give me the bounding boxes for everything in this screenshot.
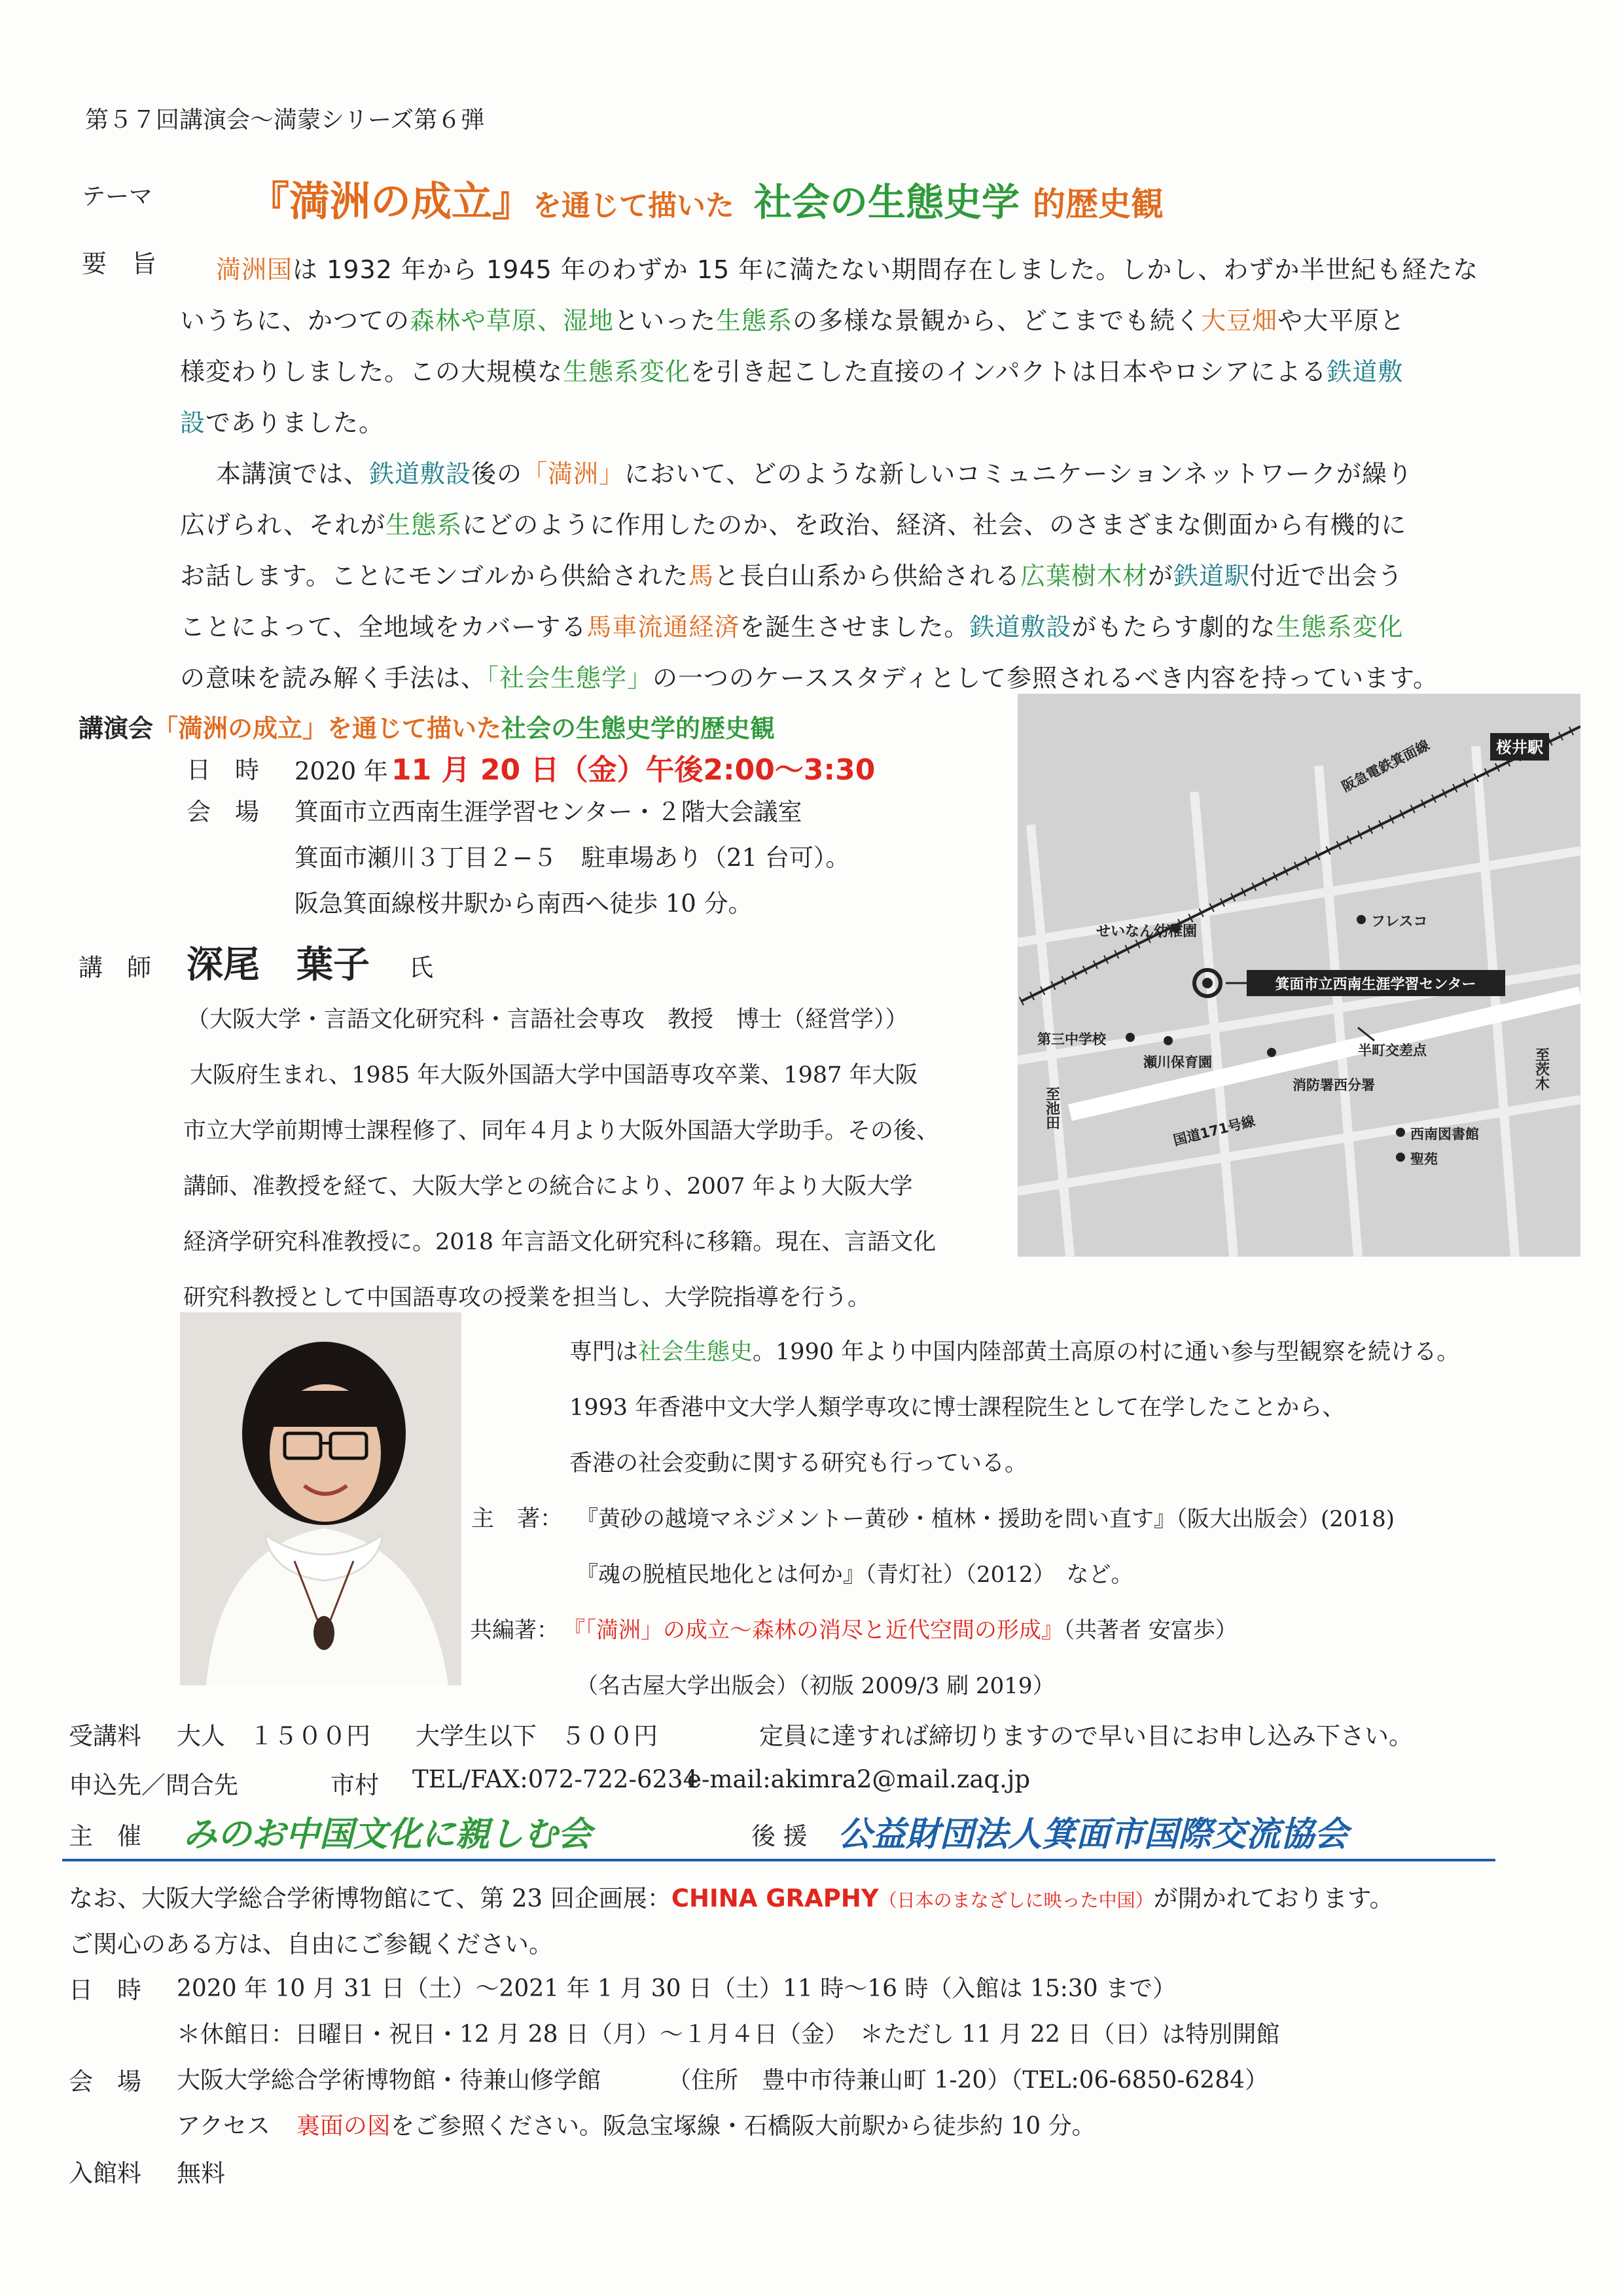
exhibit-closed: ＊休館日：日曜日・祝日・12 月 28 日（月）〜１月４日（金） ＊ただし 11 月 22 日（日）は特別開館 [177,2021,1280,2048]
exhibit-access-post: をご参照ください。阪急宝塚線・石橋阪大前駅から徒歩約 10 分。 [390,2113,1096,2140]
summary-p2-line2 [180,499,1406,550]
lecture-title-b: 社会の生態史学的歴史観 [501,714,776,743]
summary-text-segment: でありました。 [205,408,385,437]
summary-p1-line2 [180,295,1405,346]
summary-text-segment: 広葉樹木材 [1020,562,1149,590]
exhibit-venue-label: 会 場 [69,2068,141,2096]
lecture-date [294,746,875,788]
summary-text-segment: 後の [471,459,523,488]
summary-text-segment: の意味を読み解く手法は、 [180,664,487,692]
summary-text-segment: を引き起こした直接のインパクトは日本やロシアによる [690,357,1327,386]
exhibit-title: CHINA GRAPHY [671,1884,879,1912]
map-railway-label: 阪急電鉄箕面線 [1339,737,1433,795]
summary-text-segment: 鉄道敷 [1327,357,1404,386]
exhibit-access-link[interactable]: 裏面の図 [296,2113,391,2140]
lecture-heading [79,708,775,744]
map-intersection-label: 半町交差点 [1358,1043,1427,1058]
coed-label: 共編著： [470,1617,559,1643]
support-label: 後 援 [751,1822,808,1850]
summary-text-segment: において、どのような新しいコミュニケーションネットワークが繰り [624,459,1413,488]
theme-part3: 社会の生態史学 [754,180,1020,224]
theme-label: テーマ [82,183,153,210]
summary-text-segment: 鉄道敷設 [969,613,1072,641]
lecture-venue-address: 箕面市瀬川３丁目２−５ 駐車場あり（21 台可）。 [294,844,850,872]
theme-part4: 的歴史観 [1033,185,1164,223]
fee-note: 定員に達すれば締切りますので早い目にお申し込み下さい。 [759,1722,1413,1750]
map-station-label: 桜井駅 [1496,738,1543,757]
divider-line [62,1859,1495,1861]
lecturer-honorific: 氏 [409,954,433,982]
support-name: 公益財団法人箕面市国際交流協会 [838,1815,1349,1854]
coed-publisher: （名古屋大学出版会）（初版 2009/3 刷 2019） [576,1673,1055,1699]
summary-text-segment: 馬 [688,562,714,590]
lecture-title-a: 「満洲の成立」を通じて描いた [153,714,502,743]
summary-text-segment: の多様な景観から、どこまでも続く [793,306,1202,335]
summary-text-segment: 本講演では、 [216,459,370,488]
summary-p2-line3 [180,550,1403,601]
summary-text-segment: がもたらす劇的な [1071,613,1276,641]
contact-email[interactable]: e-mail:akimra2@mail.zaq.jp [687,1765,1031,1793]
exhibit-intro-post: が開かれております。 [1153,1884,1394,1912]
map-ikeda-label: 至池田 [1043,1086,1060,1130]
lecture-date-main: 11 月 20 日（金）午後2:00〜3:30 [391,753,876,787]
summary-text-segment: が [1148,562,1174,590]
organizer-label: 主 催 [69,1822,141,1850]
map-fire-label: 消防署西分署 [1293,1077,1375,1093]
lecturer-spec-pre: 専門は [569,1339,639,1365]
summary-text-segment: いうちに、かつての [180,306,410,335]
summary-text-segment: 馬車流通経済 [586,613,740,641]
summary-p1-line3 [180,346,1403,397]
exhibit-fee-label: 入館料 [69,2159,141,2187]
summary-text-segment: 付近で出会う [1250,562,1404,590]
lecturer-speciality [569,1334,1459,1367]
summary-p2-line1 [216,448,1413,499]
summary-text-segment: 「社会生態学」 [486,664,653,692]
lecturer-bio-3: 講師、准教授を経て、大阪大学との統合により、2007 年より大阪大学 [183,1174,913,1200]
summary-text-segment: 鉄道駅 [1173,562,1251,590]
coed-title: 『「満洲」の成立〜森林の消尽と近代空間の形成』 [563,1617,1063,1643]
work-1: 『黄砂の越境マネジメントー黄砂・植林・援助を問い直す』（阪大出版会）(2018) [576,1506,1395,1532]
series-header: 第５７回講演会〜満蒙シリーズ第６弾 [85,107,485,134]
lecturer-spec-field: 社会生態史 [638,1339,753,1365]
lecture-venue-label: 会 場 [187,798,259,826]
summary-text-segment: は 1932 年から 1945 年のわずか 15 年に満たない期間存在しました。しかし、わずか半世紀も経たな [293,255,1479,284]
map-library-label: 西南図書館 [1410,1126,1479,1142]
exhibit-venue-address: （住所 豊中市待兼山町 1-20）（TEL:06-6850-6284） [668,2067,1269,2094]
lecturer-portrait-image [180,1312,461,1685]
exhibit-date: 2020 年 10 月 31 日（土）〜2021 年 1 月 30 日（土）11 時〜16 時（入館は 15:30 まで） [177,1975,1177,2002]
summary-p2-line4 [180,601,1403,653]
fee-adult: 大人 １５００円 [177,1722,370,1750]
summary-text-segment: お話します。ことにモンゴルから供給された [180,562,688,590]
lecture-date-label: 日 時 [187,756,259,784]
summary-text-segment: 生態系 [385,511,463,539]
lecturer-spec-post: 。1990 年より中国内陸部黄土高原の村に通い参与型観察を続ける。 [753,1339,1460,1365]
lecturer-bio-2: 市立大学前期博士課程修了、同年４月より大阪外国語大学助手。その後、 [183,1118,940,1144]
map-nursery-label: 瀬川保育園 [1143,1054,1212,1070]
summary-text-segment: 生態系 [716,306,793,335]
fee-label: 受講料 [69,1722,141,1750]
summary-text-segment: を誕生させました。 [740,613,970,641]
summary-p1-line4 [180,397,384,448]
lecturer-spec-2: 1993 年香港中文大学人類学専攻に博士課程院生として在学したことから、 [569,1395,1346,1421]
map-ibaraki-label: 至茨木 [1533,1047,1550,1090]
exhibit-fee: 無料 [177,2159,225,2187]
lecturer-bio-1: 大阪府生まれ、1985 年大阪外国語大学中国語専攻卒業、1987 年大阪 [190,1062,918,1088]
lecturer-photo [180,1312,461,1685]
coed-work [563,1612,1238,1644]
lecture-date-year: 2020 年 [294,757,388,785]
summary-text-segment: 満洲国 [216,255,293,284]
summary-p1-line1 [216,244,1478,295]
summary-text-segment: 森林や草原、湿地 [410,306,615,335]
map-kindergarten-label: せいなん幼稚園 [1096,924,1198,940]
exhibit-access [177,2108,1096,2141]
exhibit-subtitle: （日本のまなざしに映った中国） [878,1890,1154,1911]
lecture-venue-access: 阪急箕面線桜井駅から南西へ徒歩 10 分。 [294,889,753,918]
theme-part2: を通じて描いた [533,189,735,223]
summary-text-segment: にどのように作用したのか、を政治、経済、社会、のさまざまな側面から有機的に [462,511,1407,539]
map-graphic [1018,694,1580,1257]
exhibit-intro-2: ご関心のある方は、自由にご参観ください。 [69,1930,553,1958]
fee-student: 大学生以下 ５００円 [416,1722,658,1750]
exhibit-intro [69,1878,1394,1914]
map-center-label: 箕面市立西南生涯学習センター [1275,977,1476,993]
map-seiyu-label: 聖苑 [1410,1151,1438,1167]
work-2: 『魂の脱植民地化とは何か』（青灯社）（2012） など。 [576,1562,1133,1588]
summary-text-segment: と長白山系から供給される [713,562,1020,590]
theme-title [249,169,1164,227]
exhibit-venue: 大阪大学総合学術博物館・待兼山修学館 [177,2067,601,2094]
summary-text-segment: 設 [180,408,206,437]
summary-text-segment: といった [614,306,717,335]
map-route-label: 国道171号線 [1171,1113,1257,1149]
venue-map [1018,694,1580,1257]
contact-tel: TEL/FAX:072-722-6234 [412,1765,699,1793]
exhibit-access-label: アクセス [177,2113,270,2140]
exhibit-date-label: 日 時 [69,1976,141,2004]
summary-text-segment: 様変わりしました。この大規模な [180,357,563,386]
exhibit-intro-pre: なお、大阪大学総合学術博物館にて、第 23 回企画展： [69,1884,671,1912]
lecture-label: 講演会 [79,714,154,743]
lecture-venue-name: 箕面市立西南生涯学習センター・２階大会議室 [294,798,802,826]
contact-label: 申込先／問合先 [69,1771,238,1799]
lecturer-name: 深尾 葉子 [187,944,370,986]
coed-post: （共著者 安富歩） [1063,1617,1238,1643]
summary-text-segment: 生態系変化 [1275,613,1404,641]
works-label: 主 著： [471,1506,563,1532]
summary-text-segment: の一つのケーススタディとして参照されるべき内容を持っています。 [652,664,1439,692]
summary-text-segment: 「満洲」 [522,459,625,488]
summary-text-segment: 鉄道敷設 [369,459,472,488]
theme-part1: 『満洲の成立』 [249,177,533,225]
summary-text-segment: 広げられ、それが [180,511,386,539]
lecturer-spec-3: 香港の社会変動に関する研究も行っている。 [569,1450,1028,1477]
map-school-label: 第三中学校 [1037,1031,1106,1047]
map-fresco-label: フレスコ [1371,914,1428,930]
lecturer-affiliation: （大阪大学・言語文化研究科・言語社会専攻 教授 博士（経営学）） [187,1007,908,1033]
lecturer-bio-5: 研究科教授として中国語専攻の授業を担当し、大学院指導を行う。 [183,1285,871,1311]
organizer-name: みのお中国文化に親しむ会 [183,1815,592,1854]
contact-person: 市村 [330,1771,379,1799]
lecturer-label: 講 師 [79,954,151,982]
summary-label: 要 旨 [82,249,157,278]
summary-text-segment: ことによって、全地域をカバーする [180,613,587,641]
summary-text-segment: 大豆畑 [1201,306,1278,335]
summary-text-segment: や大平原と [1277,306,1406,335]
summary-text-segment: 生態系変化 [563,357,691,386]
lecturer-bio-4: 経済学研究科准教授に。2018 年言語文化研究科に移籍。現在、言語文化 [183,1229,936,1255]
